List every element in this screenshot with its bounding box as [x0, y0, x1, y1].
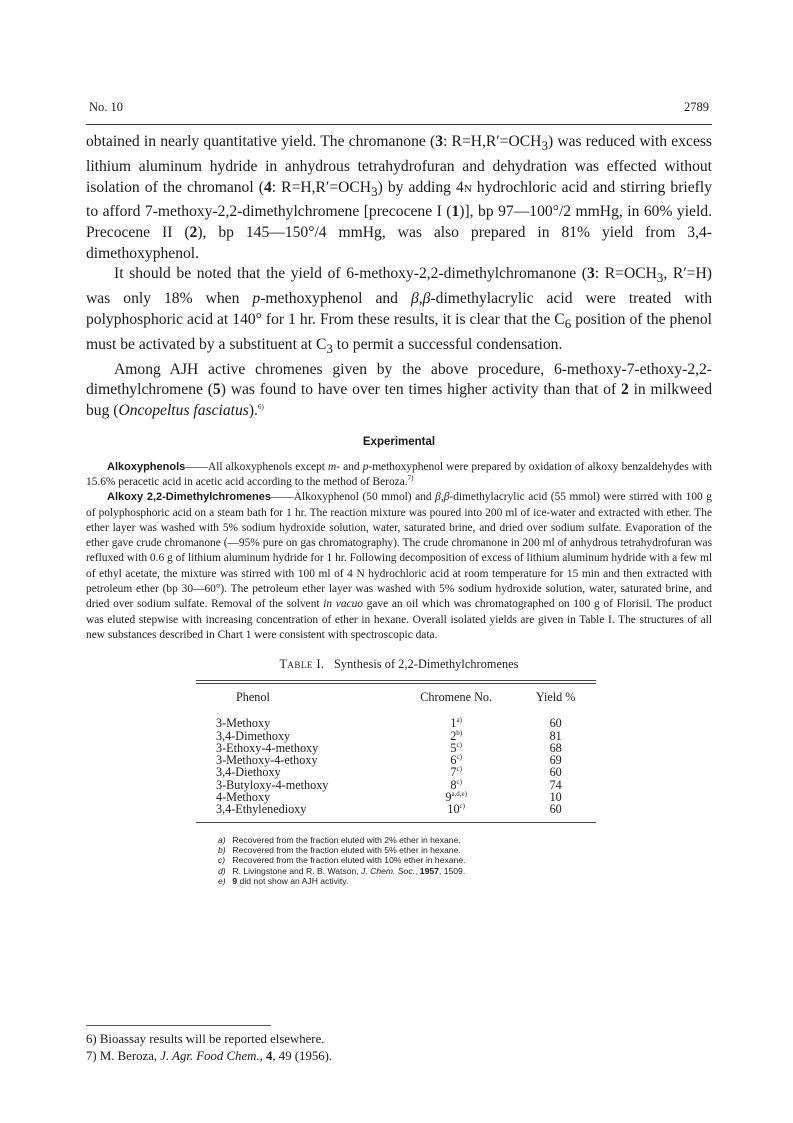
cell-yield: 60	[549, 716, 562, 731]
table-row	[196, 711, 596, 729]
table-footnote	[218, 835, 712, 845]
cell-yield: 60	[549, 765, 562, 780]
table-label: Table I.	[279, 657, 325, 672]
table-bottom-rule	[196, 822, 596, 823]
table-container	[196, 680, 596, 822]
footnote-text: Recovered from the fraction eluted with 10% ether in hexane.	[232, 855, 466, 866]
running-head	[89, 100, 709, 118]
journal-issue: No. 10	[89, 100, 124, 114]
table-caption	[86, 657, 712, 672]
cell-yield: 81	[549, 728, 562, 743]
cell-phenol: 3,4-Diethoxy	[216, 765, 281, 780]
chromene-table	[196, 684, 596, 821]
header-rule	[86, 124, 712, 125]
body-paragraph-1: obtained in nearly quantitative yield. The chromanone (3: $R=H,R'=OCH_3$) was reduced with excess lithium aluminum hydride in anhydrous tetrahydrofuran and dehydration was effected without isolation of the chromanol (4: $R=H,R'=OCH_3$) by adding 4N hydrochloric acid and stirring briefly to afford 7-methoxy-2,2-dimethylchromene [precocene I (1)], bp 97—100°/2 mmHg, in 60% yield. Precocene II (2), bp 145—150°/4 mmHg, was also prepared in 81% yield from 3,4-dimethoxyphenol.	[86, 133, 713, 262]
table-footnote	[218, 866, 712, 876]
chromene-number: 5	[450, 740, 457, 755]
reference-item: 7) M. Beroza, J. Agr. Food Chem., 4, 49 (1956).	[86, 1048, 333, 1063]
cell-chromene-no	[397, 803, 515, 821]
cell-phenol: 3,4-Dimethoxy	[216, 728, 291, 743]
footnote-label: c)	[218, 855, 226, 866]
header-yield: Yield %	[535, 690, 576, 705]
footnote-label: b)	[218, 844, 226, 855]
experimental-paragraph-2: Alkoxy 2,2-Dimethylchromenes——Alkoxyphenol (50 mmol) and β,β-dimethylacrylic acid (55 mmol) were stirred with 100 g of polyphosphoric acid on a steam bath for 1 hr. The reaction mixture was poured into 200 ml of ice-water and extracted with ether. The ether layer was washed with 5% sodium hydroxide solution, water, saturated brine, and dried over sodium sulfate. Evaporation of the ether gave crude chromanone (—95% pure on gas chromatography). The crude chromanone in 200 ml of anhydrous tetrahydrofuran was refluxed with 0.6 g of lithium aluminum hydride for 1 hr. Following decomposition of excess of lithium aluminum hydride with a few ml of ethyl acetate, the mixture was stirred with 100 ml of 4 N hydrochloric acid at room temperature for 15 min and then extracted with petroleum ether (bp 30—60°). The petroleum ether layer was washed with 5% sodium hydroxide solution, water, saturated brine, and dried over sodium sulfate. Removal of the solvent in vacuo gave an oil which was chromatographed on 100 g of Florisil. The product was eluted stepwise with increasing concentration of ether in hexane. Overall isolated yields are given in Table I. The structures of all new substances described in Chart 1 were consistent with spectroscopic data.	[86, 491, 712, 641]
footnote-text: R. Livingstone and R. B. Watson, J. Chem. Soc., 1957, 1509.	[232, 865, 466, 876]
page-number: 2789	[684, 100, 709, 114]
chromene-note: c)	[456, 740, 462, 749]
body-paragraph-3: Among AJH active chromenes given by the above procedure, 6-methoxy-7-ethoxy-2,2-dimethylchromene (5) was found to have over ten times higher activity than that of 2 in milkweed bug (Oncopeltus fasciatus).$^{6)}$	[86, 360, 712, 419]
cell-yield: 68	[549, 740, 562, 755]
chromene-number: 10	[447, 802, 460, 817]
table-body	[196, 711, 596, 821]
chromene-note: a)	[456, 716, 462, 725]
chromene-number: 9	[445, 790, 452, 805]
footnote-text: 9 did not show an AJH activity.	[232, 875, 349, 886]
cell-chromene-no	[397, 711, 515, 729]
chromene-number: 8	[450, 777, 457, 792]
chromene-number: 2	[450, 728, 457, 743]
footnote-label: a)	[218, 834, 226, 845]
footnote-text: Recovered from the fraction eluted with 2% ether in hexane.	[232, 834, 461, 845]
chromene-note: c)	[456, 777, 462, 786]
reference-item: 6) Bioassay results will be reported elsewhere.	[86, 1032, 325, 1046]
table-row	[196, 803, 596, 821]
cell-phenol: 3,4-Ethylenedioxy	[216, 802, 307, 817]
chromene-note: c)	[456, 753, 462, 762]
footnote-label: d)	[218, 865, 226, 876]
article-body	[86, 132, 712, 886]
cell-phenol: 3-Butyloxy-4-methoxy	[216, 777, 329, 792]
cell-yield: 69	[549, 753, 562, 768]
table-title: Synthesis of 2,2-Dimethylchromenes	[334, 657, 519, 672]
header-chromene-no: Chromene No.	[420, 690, 493, 705]
table-footnotes	[218, 835, 712, 886]
cell-phenol: 3-Methoxy	[216, 716, 271, 731]
chromene-note: b)	[456, 728, 463, 737]
references	[86, 1031, 706, 1064]
cell-phenol: 4-Methoxy	[216, 790, 271, 805]
chromene-note: c)	[456, 765, 462, 774]
experimental-heading: Experimental	[362, 435, 436, 448]
chromene-number: 1	[450, 716, 457, 731]
chromene-note: a,d,e)	[451, 789, 467, 798]
table-footnote	[218, 876, 712, 886]
footnote-text: Recovered from the fraction eluted with 5% ether in hexane.	[232, 844, 461, 855]
table-header-row	[196, 684, 596, 711]
body-paragraph-2: It should be noted that the yield of 6-methoxy-2,2-dimethylchromanone (3: $R=OCH_3$, R′=H) was only 18% when p-methoxyphenol and β,β-dimethylacrylic acid were treated with polyphosphoric acid at 140° for 1 hr. From these results, it is clear that the $C_6$ position of the phenol must be activated by a substituent at $C_3$ to permit a successful condensation.	[86, 265, 712, 356]
table-row	[196, 730, 596, 742]
chromene-number: 6	[450, 753, 457, 768]
cell-phenol: 3-Ethoxy-4-methoxy	[216, 740, 319, 755]
table-footnote	[218, 855, 712, 865]
cell-yield: 60	[549, 802, 562, 817]
cell-yield: 74	[549, 777, 562, 792]
cell-yield: 10	[549, 790, 562, 805]
header-phenol: Phenol	[236, 690, 270, 705]
footnote-label: e)	[218, 875, 226, 886]
chromene-number: 7	[450, 765, 457, 780]
cell-phenol: 3-Methoxy-4-ethoxy	[216, 753, 318, 768]
reference-rule	[86, 1025, 271, 1026]
table-row	[196, 766, 596, 778]
experimental-paragraph-1: Alkoxyphenols——All alkoxyphenols except m- and p-methoxyphenol were prepared by oxidation of alkoxy benzaldehydes with 15.6% peracetic acid in acetic acid according to the method of Beroza.$^{7)}$	[86, 460, 712, 488]
table-footnote	[218, 845, 712, 855]
chromene-note: c)	[459, 802, 465, 811]
